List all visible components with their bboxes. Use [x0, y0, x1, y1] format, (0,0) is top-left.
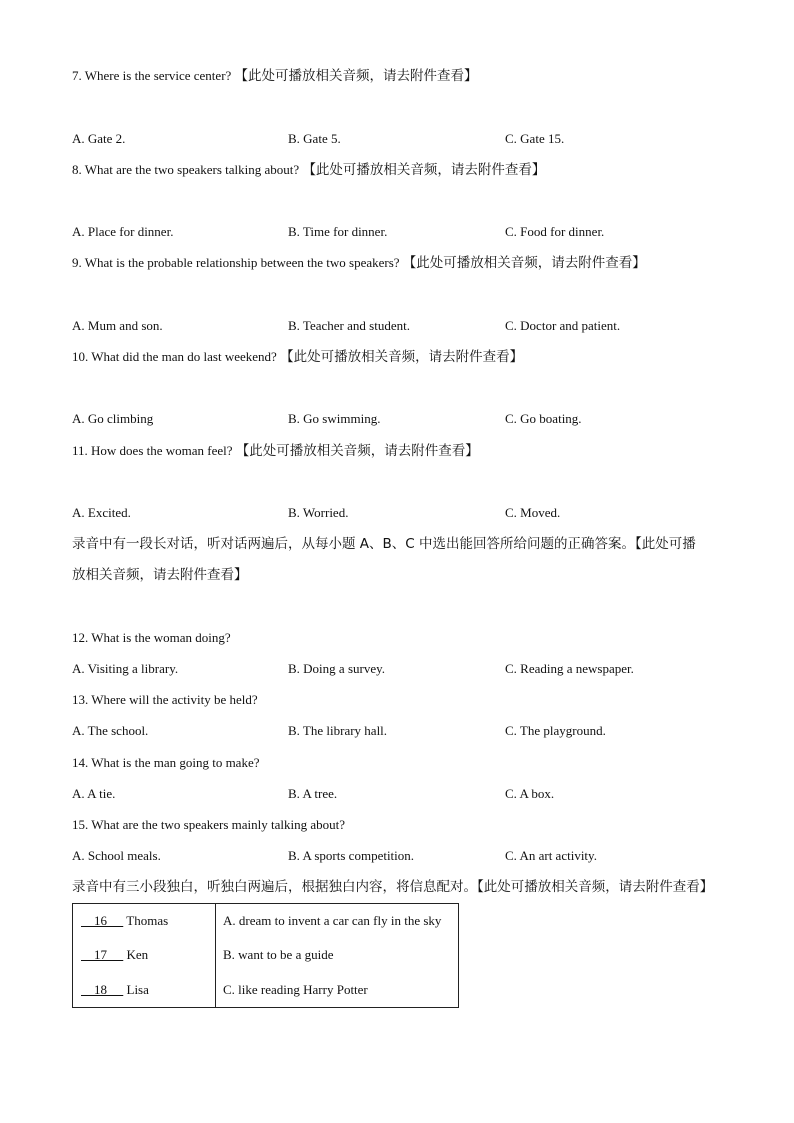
option-c: C. Moved.: [505, 505, 561, 520]
option-a: A. School meals.: [72, 848, 161, 863]
option-a: A. Go climbing: [72, 411, 154, 426]
question-text: 11. How does the woman feel?: [72, 443, 233, 458]
match-left-cell: [73, 973, 216, 1008]
option-a: A. The school.: [72, 723, 149, 738]
answer-blank[interactable]: [81, 982, 123, 997]
question-8: [72, 161, 545, 179]
question-text: 7. Where is the service center?: [72, 68, 232, 83]
question-13: 13. Where will the activity be held?: [72, 692, 258, 707]
question-9: [72, 254, 646, 272]
option-b: B. Doing a survey.: [288, 661, 386, 676]
table-row: [73, 904, 459, 939]
option-c: C. Reading a newspaper.: [505, 661, 634, 676]
table-row: [73, 973, 459, 1008]
option-b: B. Gate 5.: [288, 131, 341, 146]
option-b: B. Go swimming.: [288, 411, 381, 426]
answer-blank[interactable]: [81, 947, 123, 962]
question-text: 9. What is the probable relationship between the two speakers?: [72, 255, 400, 270]
instruction-line: 录音中有一段长对话，听对话两遍后，从每小题 A、B、C 中选出能回答所给问题的正确答案。【此处可播: [72, 536, 696, 552]
question-text: 8. What are the two speakers talking about?: [72, 162, 300, 177]
option-a: A. Excited.: [72, 505, 131, 520]
question-14: 14. What is the man going to make?: [72, 755, 260, 770]
question-text: 10. What did the man do last weekend?: [72, 349, 277, 364]
option-c: C. Gate 15.: [505, 131, 565, 146]
instruction-line: 放相关音频，请去附件查看】: [72, 567, 248, 583]
long-dialog-instruction: [72, 529, 732, 591]
option-b: B. A tree.: [288, 786, 338, 801]
option-c: C. An art activity.: [505, 848, 597, 863]
monologue-instruction: 录音中有三小段独白，听独白两遍后，根据独白内容，将信息配对。【此处可播放相关音频，请去附件查看】: [72, 879, 714, 895]
match-option: C. like reading Harry Potter: [223, 981, 368, 997]
audio-note: 【此处可播放相关音频，请去附件查看】: [234, 68, 478, 84]
option-c: C. Go boating.: [505, 411, 582, 426]
option-c: C. The playground.: [505, 723, 606, 738]
question-12: 12. What is the woman doing?: [72, 630, 231, 645]
person-name: Lisa: [126, 981, 149, 997]
option-b: B. Teacher and student.: [288, 318, 410, 333]
item-number: 17: [94, 947, 107, 963]
item-number: 18: [94, 981, 107, 997]
option-a: A. Place for dinner.: [72, 224, 174, 239]
option-b: B. A sports competition.: [288, 848, 415, 863]
matching-table: [72, 903, 459, 1008]
match-option: B. want to be a guide: [223, 947, 334, 963]
option-a: A. Gate 2.: [72, 131, 126, 146]
table-row: [73, 938, 459, 972]
audio-note: 【此处可播放相关音频，请去附件查看】: [302, 162, 546, 178]
person-name: Ken: [126, 947, 149, 963]
option-b: B. Worried.: [288, 505, 349, 520]
match-left-cell: [73, 938, 216, 972]
audio-note: 【此处可播放相关音频，请去附件查看】: [235, 443, 479, 459]
person-name: Thomas: [126, 913, 169, 929]
option-a: A. A tie.: [72, 786, 116, 801]
option-c: C. A box.: [505, 786, 555, 801]
match-option: A. dream to invent a car can fly in the sky: [223, 913, 442, 929]
question-7: [72, 67, 478, 85]
audio-note: 【此处可播放相关音频，请去附件查看】: [402, 255, 646, 271]
answer-blank[interactable]: [81, 913, 123, 928]
item-number: 16: [94, 913, 107, 929]
option-b: B. The library hall.: [288, 723, 388, 738]
question-15: 15. What are the two speakers mainly talking about?: [72, 817, 346, 832]
option-c: C. Doctor and patient.: [505, 318, 621, 333]
question-11: [72, 442, 479, 460]
audio-note: 【此处可播放相关音频，请去附件查看】: [280, 349, 524, 365]
option-a: A. Visiting a library.: [72, 661, 179, 676]
option-b: B. Time for dinner.: [288, 224, 388, 239]
option-c: C. Food for dinner.: [505, 224, 605, 239]
question-10: [72, 348, 523, 366]
match-left-cell: [73, 904, 216, 939]
option-a: A. Mum and son.: [72, 318, 163, 333]
